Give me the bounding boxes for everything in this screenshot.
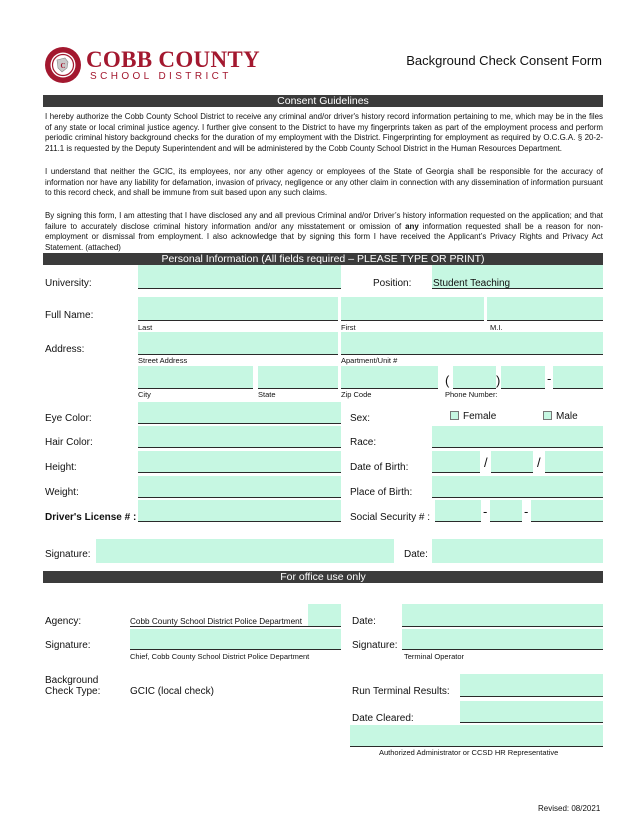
university-label: University: <box>45 278 92 289</box>
last-name-caption: Last <box>138 323 153 332</box>
chief-caption: Chief, Cobb County School District Police Department <box>130 652 310 661</box>
female-checkbox[interactable] <box>450 411 459 420</box>
phone-dash: - <box>547 371 552 386</box>
weight-field[interactable] <box>138 476 341 498</box>
dob-day-field[interactable] <box>491 451 533 473</box>
sex-label: Sex: <box>350 413 371 424</box>
apartment-field[interactable] <box>341 332 603 355</box>
background-check-type-value: GCIC (local check) <box>130 686 214 697</box>
street-address-field[interactable] <box>138 332 338 355</box>
dob-label: Date of Birth: <box>350 462 409 473</box>
office-use-heading: For office use only <box>43 571 603 583</box>
personal-info-heading: Personal Information (All fields required – PLEASE TYPE OR PRINT) <box>43 253 603 265</box>
address-label: Address: <box>45 344 85 355</box>
date-cleared-field[interactable] <box>460 701 603 723</box>
hair-color-label: Hair Color: <box>45 437 93 448</box>
drivers-license-field[interactable] <box>138 500 341 522</box>
height-field[interactable] <box>138 451 341 473</box>
apartment-caption: Apartment/Unit # <box>341 356 398 365</box>
phone-area-code-field[interactable] <box>453 366 496 389</box>
eye-color-field[interactable] <box>138 402 341 424</box>
phone-line-field[interactable] <box>553 366 603 389</box>
middle-initial-field[interactable] <box>487 297 603 321</box>
phone-prefix-field[interactable] <box>501 366 545 389</box>
eye-color-label: Eye Color: <box>45 413 92 424</box>
dob-slash-2: / <box>537 455 541 470</box>
phone-caption: Phone Number: <box>445 390 498 399</box>
chief-signature-field[interactable] <box>130 629 341 650</box>
drivers-license-label: Driver's License # : <box>45 512 137 523</box>
pob-field[interactable] <box>432 476 603 498</box>
form-title: Background Check Consent Form <box>406 53 602 68</box>
administrator-caption: Authorized Administrator or CCSD HR Representative <box>379 748 559 757</box>
terminal-caption: Terminal Operator <box>404 652 465 661</box>
ssn-label: Social Security # : <box>350 512 431 523</box>
applicant-signature-label: Signature: <box>45 549 91 560</box>
agency-underline <box>130 626 308 627</box>
run-terminal-field[interactable] <box>460 674 603 697</box>
consent-paragraph-1: I hereby authorize the Cobb County School District to receive any criminal and/or driver's history record information pertaining to me, which may be in the files of any state or local criminal justice agency. I further give consent to the District to have my fingerprints taken as part of the employment process and perform periodic criminal history background checks for the duration of my employment with the District. Fingerprinting for employment as required by O.C.G.A. § 20-2-211.1 is requested by the Deputy Superintendent and will be administered by the Cobb County School District in the Human Resources Department. <box>45 112 603 153</box>
university-field[interactable] <box>138 265 341 289</box>
ssn-dash-2: - <box>524 504 529 519</box>
terminal-signature-field[interactable] <box>402 629 603 650</box>
phone-paren-close: ) <box>496 373 501 388</box>
ssn-part-2-field[interactable] <box>490 500 522 522</box>
full-name-label: Full Name: <box>45 310 94 321</box>
dob-month-field[interactable] <box>432 451 480 473</box>
male-checkbox[interactable] <box>543 411 552 420</box>
logo-name: COBB COUNTY <box>86 47 260 72</box>
agency-value: Cobb County School District Police Department <box>130 617 303 626</box>
ssn-part-3-field[interactable] <box>531 500 603 522</box>
position-label: Position: <box>373 278 412 289</box>
agency-label: Agency: <box>45 616 82 627</box>
zip-field[interactable] <box>341 366 438 389</box>
zip-caption: Zip Code <box>341 390 372 399</box>
svg-text:C: C <box>60 62 66 70</box>
race-label: Race: <box>350 437 377 448</box>
last-name-field[interactable] <box>138 297 338 321</box>
dob-year-field[interactable] <box>545 451 603 473</box>
city-caption: City <box>138 390 151 399</box>
first-name-field[interactable] <box>341 297 484 321</box>
consent-heading: Consent Guidelines <box>43 95 603 107</box>
logo-subtitle: SCHOOL DISTRICT <box>90 71 232 82</box>
background-check-type-label-2: Check Type: <box>45 686 101 697</box>
pob-label: Place of Birth: <box>350 487 413 498</box>
district-logo <box>44 45 260 87</box>
applicant-date-field[interactable] <box>432 539 603 563</box>
logo-emblem-icon <box>44 46 82 84</box>
middle-initial-caption: M.I. <box>490 323 503 332</box>
city-field[interactable] <box>138 366 253 389</box>
administrator-signature-field[interactable] <box>350 725 603 747</box>
revised-date: Revised: 08/2021 <box>538 804 601 813</box>
applicant-date-label: Date: <box>404 549 428 560</box>
male-label: Male <box>556 411 578 422</box>
phone-paren-open: ( <box>445 373 450 388</box>
hair-color-field[interactable] <box>138 426 341 448</box>
agency-field[interactable] <box>308 604 341 627</box>
ssn-part-1-field[interactable] <box>435 500 481 522</box>
race-field[interactable] <box>432 426 603 448</box>
terminal-signature-label: Signature: <box>352 640 398 651</box>
first-name-caption: First <box>341 323 356 332</box>
dob-slash-1: / <box>484 455 488 470</box>
applicant-signature-field[interactable] <box>96 539 394 563</box>
chief-signature-label: Signature: <box>45 640 91 651</box>
background-check-type-label-1: Background <box>45 675 99 686</box>
date-cleared-label: Date Cleared: <box>352 713 414 724</box>
office-date-label: Date: <box>352 616 376 627</box>
state-caption: State <box>258 390 276 399</box>
run-terminal-label: Run Terminal Results: <box>352 686 450 697</box>
consent-paragraph-2: I understand that neither the GCIC, its employees, nor any other agency or employees of the State of Georgia shall be responsible for the accuracy of information nor have any liability for defamation, invasion of privacy, negligence or any other claim in connection with any dissemination of information pursuant to this record check, and shall be immune from suit based upon any such claims. <box>45 167 603 198</box>
height-label: Height: <box>45 462 77 473</box>
ssn-dash-1: - <box>483 504 488 519</box>
weight-label: Weight: <box>45 487 79 498</box>
position-value: Student Teaching <box>433 278 511 289</box>
office-date-field[interactable] <box>402 604 603 627</box>
consent-paragraph-3: By signing this form, I am attesting that I have disclosed any and all previous Criminal and/or Driver’s history information requested on the application; and that failure to accurately disclose criminal history information and/or any misstatement or omission of any information requested shall be a reason for non-employment or dismissal from employment. I also acknowledge that by signing this form I have received the Applicant’s Privacy Rights and Privacy Act Statement. (attached) <box>45 211 603 252</box>
state-field[interactable] <box>258 366 338 389</box>
street-address-caption: Street Address <box>138 356 188 365</box>
female-label: Female <box>463 411 497 422</box>
